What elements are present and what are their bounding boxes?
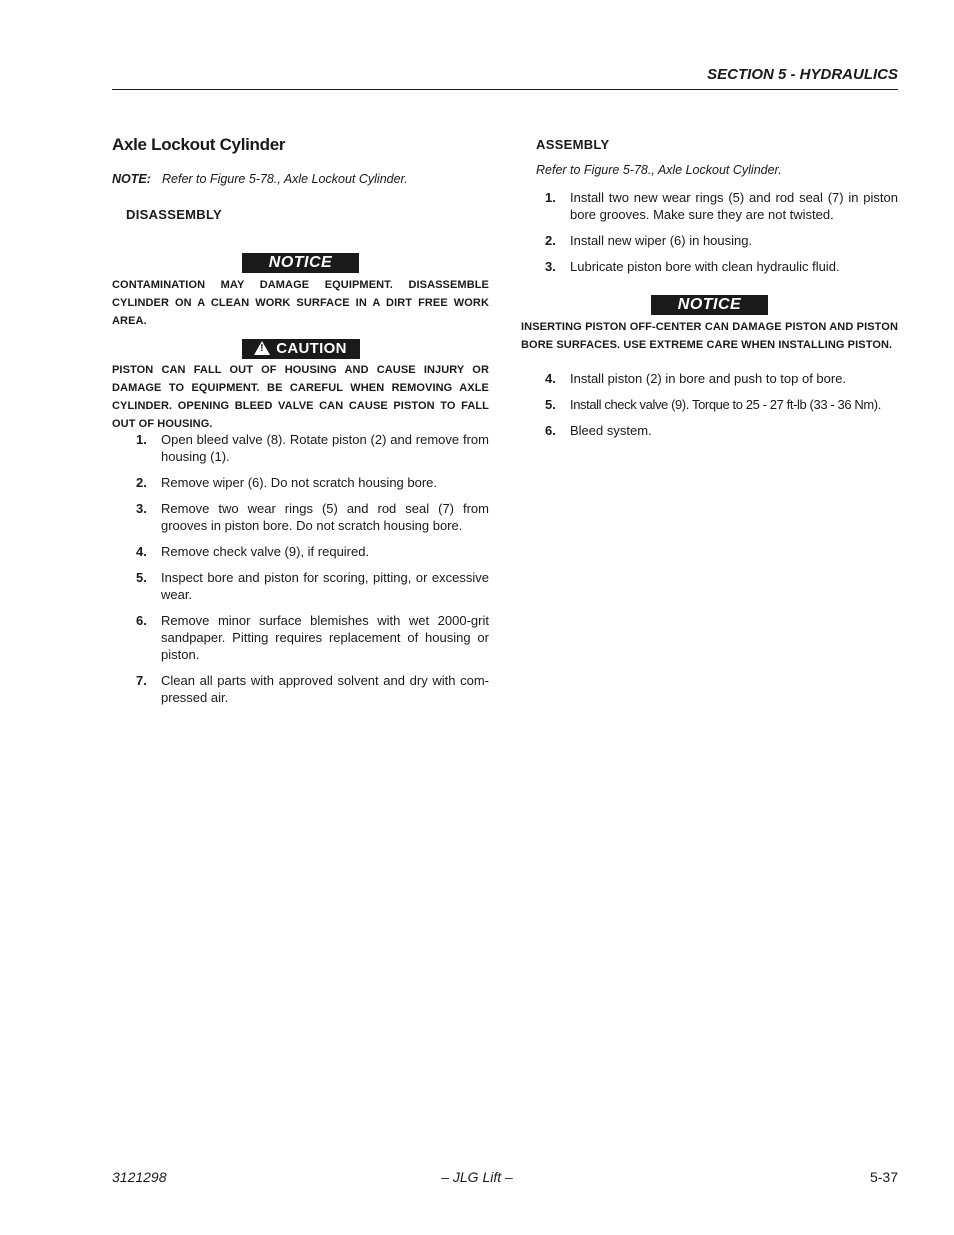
figure-reference: Refer to Figure 5-78., Axle Lockout Cylinder. [536, 163, 782, 177]
step-text: Open bleed valve (8). Rotate piston (2) and remove from housing (1). [161, 432, 489, 464]
caution-text: PISTON CAN FALL OUT OF HOUSING AND CAUSE INJURY OR DAMAGE TO EQUIPMENT. BE CAREFUL WHEN REMOVING AXLE CYLINDER. OPENING BLEED VALVE CAN CAUSE PISTON TO FALL OUT OF HOUSING. [112, 364, 489, 430]
note-label: NOTE: [112, 172, 151, 186]
assembly-steps-b [521, 370, 898, 448]
caution-banner [242, 339, 360, 359]
disassembly-heading: DISASSEMBLY [126, 207, 223, 222]
note-text: Refer to Figure 5-78., Axle Lockout Cylinder. [162, 172, 408, 186]
section-title: Axle Lockout Cylinder [112, 135, 286, 154]
note-line [112, 172, 408, 186]
step-number: 6. [136, 613, 147, 628]
header-divider [112, 89, 898, 90]
disassembly-steps [112, 431, 489, 715]
notice-banner: NOTICE [651, 295, 768, 315]
step-text: Remove minor surface blemishes with wet 2000-grit sandpaper. Pitting requires replacement of housing or piston. [161, 613, 489, 662]
list-item [521, 396, 898, 413]
list-item [521, 422, 898, 439]
step-text: Lubricate piston bore with clean hydraulic fluid. [570, 259, 840, 274]
footer-center: – JLG Lift – [441, 1169, 513, 1185]
list-item [112, 431, 489, 465]
step-number: 4. [545, 371, 556, 386]
step-number: 2. [545, 233, 556, 248]
step-number: 6. [545, 423, 556, 438]
step-text: Install new wiper (6) in housing. [570, 233, 753, 248]
step-number: 5. [545, 397, 556, 412]
step-text: Bleed system. [570, 423, 652, 438]
notice-text: INSERTING PISTON OFF-CENTER CAN DAMAGE PISTON AND PISTON BORE SURFACES. USE EXTREME CARE WHEN INSTALLING PISTON. [521, 321, 898, 351]
step-number: 2. [136, 475, 147, 490]
list-item [112, 543, 489, 560]
step-number: 1. [545, 190, 556, 205]
caution-banner-wrap [112, 339, 489, 359]
list-item [112, 474, 489, 491]
step-text: Clean all parts with approved solvent and dry with com-pressed air. [161, 673, 489, 705]
step-number: 3. [545, 259, 556, 274]
list-item [112, 500, 489, 534]
notice-text: CONTAMINATION MAY DAMAGE EQUIPMENT. DISASSEMBLE CYLINDER ON A CLEAN WORK SURFACE IN A DIRT FREE WORK AREA. [112, 279, 489, 327]
list-item [112, 672, 489, 706]
notice-banner: NOTICE [242, 253, 359, 273]
list-item [521, 232, 898, 249]
step-number: 7. [136, 673, 147, 688]
step-text: Remove check valve (9), if required. [161, 544, 370, 559]
notice-banner-wrap [521, 295, 898, 315]
step-number: 5. [136, 570, 147, 585]
list-item [112, 569, 489, 603]
list-item [521, 370, 898, 387]
page-number: 5-37 [869, 1169, 898, 1185]
section-header: SECTION 5 - HYDRAULICS [707, 66, 898, 83]
list-item [521, 189, 898, 223]
step-number: 1. [136, 432, 147, 447]
assembly-heading: ASSEMBLY [536, 137, 610, 152]
step-text: Install piston (2) in bore and push to top of bore. [570, 371, 847, 386]
step-number: 4. [136, 544, 147, 559]
step-text: Remove two wear rings (5) and rod seal (7) from grooves in piston bore. Do not scratch housing bore. [161, 501, 489, 533]
doc-number: 3121298 [112, 1169, 167, 1185]
step-text: Remove wiper (6). Do not scratch housing bore. [161, 475, 438, 490]
list-item [112, 612, 489, 663]
step-text: Install check valve (9). Torque to 25 - 27 ft-lb (33 - 36 Nm). [570, 397, 881, 412]
warning-triangle-icon [254, 341, 270, 355]
caution-label: CAUTION [276, 340, 347, 357]
list-item [521, 258, 898, 275]
assembly-steps-a [521, 189, 898, 284]
notice-banner-wrap [112, 253, 489, 273]
step-text: Install two new wear rings (5) and rod seal (7) in piston bore grooves. Make sure they are not twisted. [570, 190, 898, 222]
step-text: Inspect bore and piston for scoring, pitting, or excessive wear. [161, 570, 489, 602]
step-number: 3. [136, 501, 147, 516]
